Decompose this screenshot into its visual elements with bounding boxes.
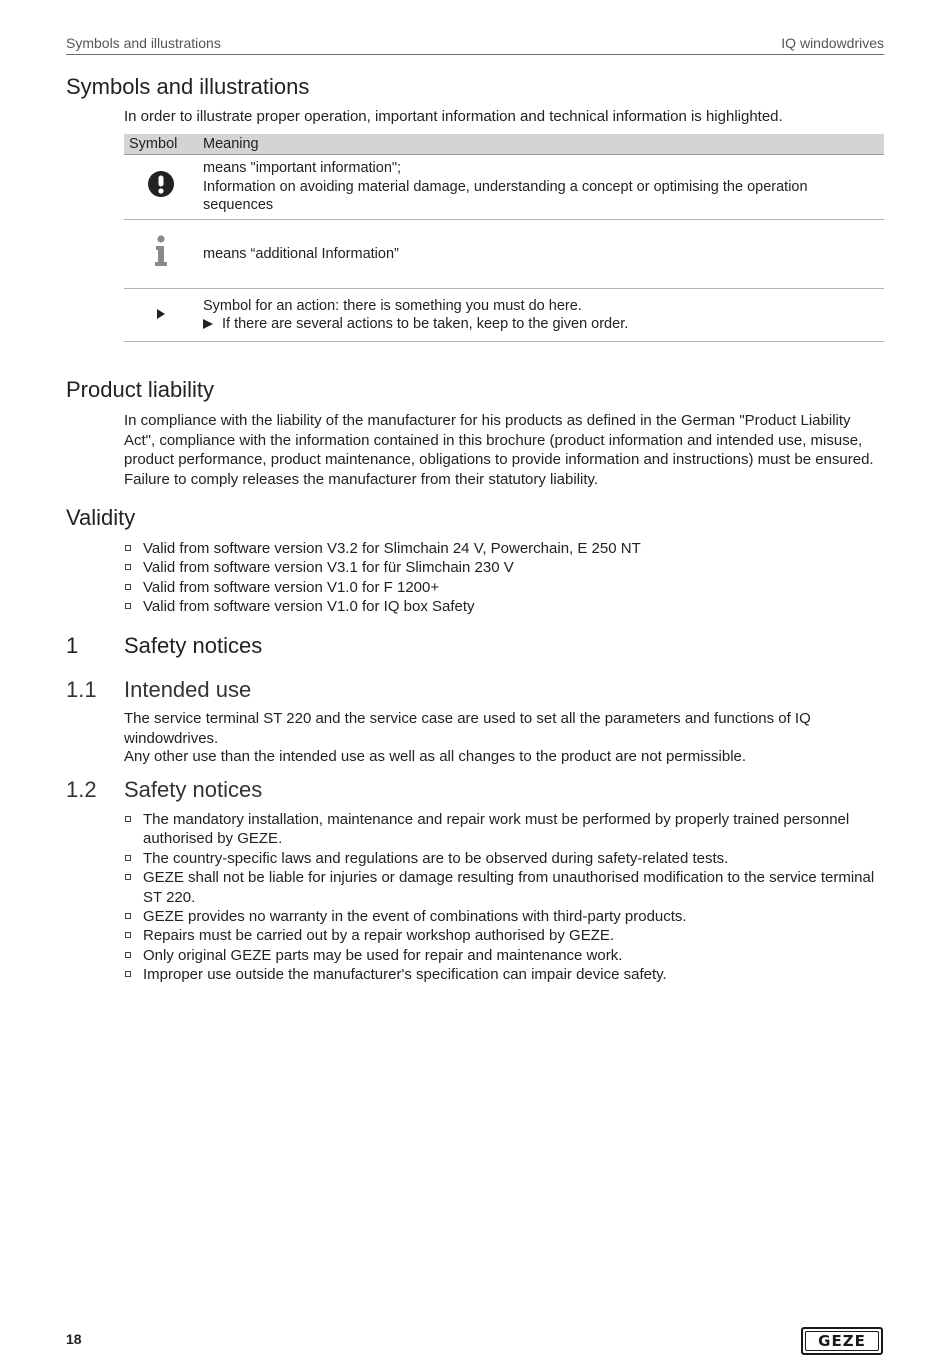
intended-use-text-1: The service terminal ST 220 and the service case are used to set all the parameters and functions of IQ windowdrives. bbox=[124, 710, 811, 747]
table-row bbox=[124, 155, 884, 220]
list-item: Improper use outside the manufacturer's specification can impair device safety. bbox=[124, 965, 884, 984]
column-header-symbol: Symbol bbox=[124, 134, 198, 155]
chapter-number: 1 bbox=[66, 633, 79, 658]
section-title: Safety notices bbox=[124, 777, 263, 802]
symbols-table bbox=[124, 134, 884, 342]
safety-notices-list bbox=[124, 810, 884, 985]
product-liability-heading: Product liability bbox=[66, 377, 214, 402]
square-bullet-icon bbox=[125, 545, 131, 551]
page-number: 18 bbox=[66, 1331, 82, 1347]
exclamation-circle-icon bbox=[147, 170, 175, 198]
table-header-row bbox=[124, 134, 884, 155]
list-item: Valid from software version V3.2 for Slimchain 24 V, Powerchain, E 250 NT bbox=[124, 539, 884, 558]
page-header bbox=[66, 35, 884, 55]
table-row bbox=[124, 289, 884, 342]
meaning-line: If there are several actions to be taken, keep to the given order. bbox=[222, 316, 629, 332]
square-bullet-icon bbox=[125, 816, 131, 822]
square-bullet-icon bbox=[125, 952, 131, 958]
square-bullet-icon bbox=[125, 603, 131, 609]
square-bullet-icon bbox=[125, 971, 131, 977]
geze-logo bbox=[801, 1327, 883, 1355]
list-item: GEZE shall not be liable for injuries or damage resulting from unauthorised modification to the service terminal ST 220. bbox=[124, 868, 884, 907]
list-item: Only original GEZE parts may be used for repair and maintenance work. bbox=[124, 946, 884, 965]
meaning-line: means "important information"; bbox=[203, 160, 402, 177]
list-item: GEZE provides no warranty in the event of combinations with third-party products. bbox=[124, 907, 884, 926]
list-item: Valid from software version V1.0 for IQ box Safety bbox=[124, 597, 884, 616]
list-item: The mandatory installation, maintenance and repair work must be performed by properly trained personnel authorised by GEZE. bbox=[124, 810, 884, 849]
section-number: 1.2 bbox=[66, 777, 97, 802]
square-bullet-icon bbox=[125, 855, 131, 861]
list-item: The country-specific laws and regulations are to be observed during safety-related tests. bbox=[124, 849, 884, 868]
chapter-title: Safety notices bbox=[124, 633, 263, 658]
validity-list bbox=[124, 539, 884, 617]
validity-heading: Validity bbox=[66, 505, 136, 530]
square-bullet-icon bbox=[125, 584, 131, 590]
meaning-line: Symbol for an action: there is something you must do here. bbox=[203, 297, 582, 314]
section-number: 1.1 bbox=[66, 677, 97, 702]
symbols-heading: Symbols and illustrations bbox=[66, 74, 310, 99]
action-triangle-icon bbox=[156, 309, 166, 319]
column-header-meaning: Meaning bbox=[198, 134, 884, 155]
list-item: Repairs must be carried out by a repair workshop authorised by GEZE. bbox=[124, 926, 884, 945]
header-product-title: IQ windowdrives bbox=[781, 35, 884, 51]
section-title: Intended use bbox=[124, 677, 252, 702]
product-liability-text: In compliance with the liability of the manufacturer for his products as defined in the German "Product Liability Act", compliance with the information contained in this brochure (product information and intended use, misuse, product performance, product maintenance, obligations to provide information and instructions) must be ensured. Failure to comply releases the manufacturer from their statutory liability. bbox=[124, 412, 874, 488]
list-item: Valid from software version V1.0 for F 1200+ bbox=[124, 578, 884, 597]
action-triangle-icon bbox=[203, 319, 213, 329]
meaning-line: Information on avoiding material damage, understanding a concept or optimising the operation sequences bbox=[203, 178, 808, 214]
square-bullet-icon bbox=[125, 564, 131, 570]
square-bullet-icon bbox=[125, 932, 131, 938]
square-bullet-icon bbox=[125, 874, 131, 880]
symbols-intro: In order to illustrate proper operation, important information and technical information is highlighted. bbox=[124, 108, 783, 125]
info-icon bbox=[153, 235, 169, 267]
meaning-line: means “additional Information” bbox=[203, 245, 399, 262]
intended-use-text-2: Any other use than the intended use as well as all changes to the product are not permissible. bbox=[124, 748, 747, 765]
square-bullet-icon bbox=[125, 913, 131, 919]
header-section-title: Symbols and illustrations bbox=[66, 35, 221, 51]
table-row bbox=[124, 220, 884, 289]
list-item: Valid from software version V3.1 for für Slimchain 230 V bbox=[124, 558, 884, 577]
logo-text: GEZE bbox=[805, 1331, 879, 1351]
